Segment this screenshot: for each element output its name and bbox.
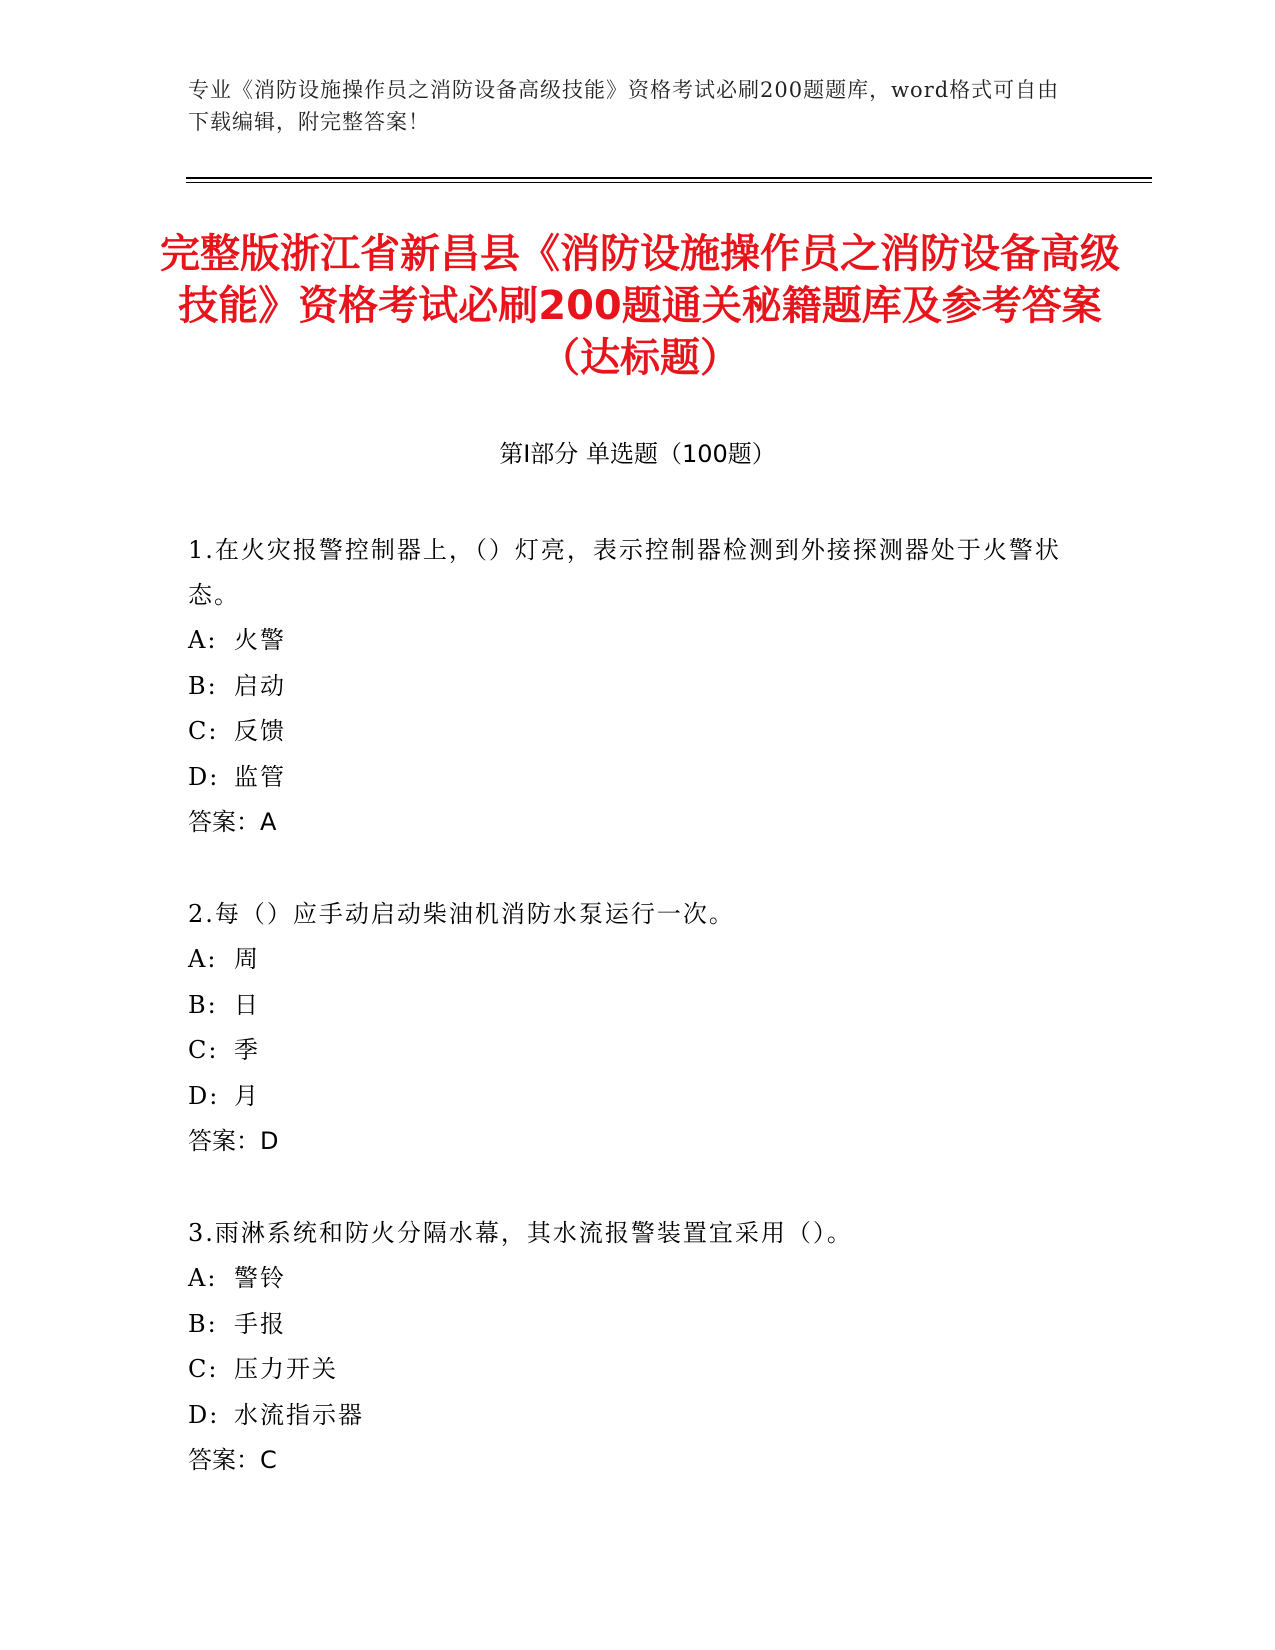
- answer: 答案：C: [188, 1446, 277, 1474]
- option-text: 日: [234, 990, 260, 1019]
- header-rule-thick: [186, 177, 1152, 179]
- option-letter: A:: [188, 1264, 218, 1292]
- option-letter: D:: [188, 1400, 220, 1429]
- option-letter: D:: [188, 762, 220, 791]
- option-text: 月: [234, 1081, 260, 1110]
- question-stem: 2.每（）应手动启动柴油机消防水泵运行一次。: [188, 900, 735, 928]
- question-2: [188, 892, 1068, 1164]
- option-d: [188, 1393, 1068, 1439]
- option-letter: A:: [188, 945, 218, 973]
- header-note: 专业《消防设施操作员之消防设备高级技能》资格考试必刷200题题库，word格式可自由下载编辑，附完整答案！: [188, 78, 1060, 134]
- question-stem: 1.在火灾报警控制器上，（）灯亮，表示控制器检测到外接探测器处于火警状态。: [188, 536, 1061, 609]
- option-a: [188, 1256, 1068, 1302]
- answer: 答案：D: [188, 1127, 279, 1155]
- option-letter: C:: [188, 717, 219, 745]
- option-letter: D:: [188, 1081, 220, 1110]
- document-title: 完整版浙江省新昌县《消防设施操作员之消防设备高级技能》资格考试必刷200题通关秘籍题库及参考答案（达标题）: [160, 231, 1120, 381]
- option-text: 反馈: [234, 717, 286, 745]
- option-d: [188, 1074, 1068, 1120]
- option-text: 警铃: [234, 1264, 286, 1292]
- option-text: 监管: [234, 762, 286, 791]
- option-letter: C:: [188, 1036, 219, 1064]
- option-d: [188, 755, 1068, 801]
- option-text: 启动: [234, 671, 286, 700]
- option-letter: B:: [188, 1309, 218, 1338]
- option-text: 手报: [234, 1309, 286, 1338]
- option-b: [188, 1302, 1068, 1348]
- option-letter: C:: [188, 1355, 219, 1383]
- option-c: [188, 709, 1068, 755]
- option-text: 季: [234, 1036, 260, 1064]
- option-b: [188, 664, 1068, 710]
- option-b: [188, 983, 1068, 1029]
- header-rule-thin: [186, 182, 1152, 183]
- question-list: [188, 528, 1068, 1530]
- option-text: 压力开关: [234, 1355, 338, 1383]
- option-letter: B:: [188, 990, 218, 1019]
- answer: 答案：A: [188, 808, 277, 836]
- option-letter: B:: [188, 671, 218, 700]
- option-text: 水流指示器: [234, 1400, 364, 1429]
- option-text: 火警: [234, 626, 286, 654]
- section-heading: 第I部分 单选题（100题）: [499, 440, 776, 468]
- question-3: [188, 1211, 1068, 1483]
- option-c: [188, 1028, 1068, 1074]
- option-text: 周: [234, 945, 260, 973]
- option-a: [188, 618, 1068, 664]
- option-c: [188, 1347, 1068, 1393]
- option-a: [188, 937, 1068, 983]
- question-1: [188, 528, 1068, 845]
- option-letter: A:: [188, 626, 218, 654]
- question-stem: 3.雨淋系统和防火分隔水幕，其水流报警装置宜采用（）。: [188, 1219, 853, 1247]
